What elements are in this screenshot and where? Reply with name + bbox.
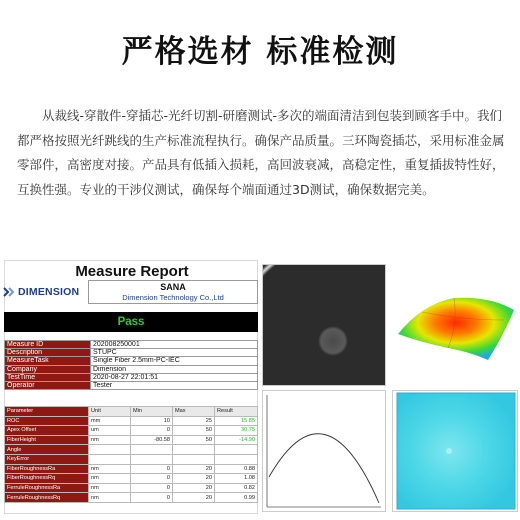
param-min: -80.58 [131,435,173,445]
param-max: 20 [173,493,215,503]
header-max: Max [173,407,215,417]
company-full-name: Dimension Technology Co.,Ltd [122,293,224,302]
param-unit: um [89,426,131,436]
param-min: 0 [131,493,173,503]
parameter-header-row [5,407,258,417]
param-min [131,445,173,455]
interference-fringe-image [262,264,386,386]
param-name: FerruleRoughnessRa [5,483,89,493]
param-result: 30.75 [215,426,258,436]
param-name: FerruleRoughnessRq [5,493,89,503]
param-result: 15.85 [215,416,258,426]
param-name: ROC [5,416,89,426]
logo-text: DIMENSION [18,286,80,298]
param-result: 0.88 [215,464,258,474]
info-row [5,381,258,389]
param-min: 10 [131,416,173,426]
param-min: 0 [131,426,173,436]
parameter-table [4,406,258,503]
param-max: 50 [173,426,215,436]
report-title: Measure Report [75,263,189,280]
param-name: FiberRoughnessRq [5,474,89,484]
header-result: Result [215,407,258,417]
param-result: 0.82 [215,483,258,493]
info-value: 202008250001 [91,341,258,349]
info-key: Measure ID [5,341,91,349]
parameter-row [5,416,258,426]
param-result: -14.90 [215,435,258,445]
info-row [5,357,258,365]
info-key: Description [5,349,91,357]
company-name: SANA [160,282,186,292]
param-name: FiberRoughnessRa [5,464,89,474]
info-key: Operator [5,381,91,389]
param-min [131,454,173,464]
parameter-row [5,435,258,445]
param-unit: nm [89,435,131,445]
page-description: 从裁线-穿散件-穿插芯-光纤切割-研磨测试-多次的端面清洁到包装到顾客手中。我们都严格按照光纤跳线的生产标准流程执行。确保产品质量。三环陶瓷插芯，采用标准金属零部件，高密度对接。产品具有低插入损耗，高回波衰减，高稳定性，重复插拔特性好，互换性强。专业的干涉仪测试，确保每个端面通过3D测试，确保数据完美。 [17,108,505,197]
param-min: 0 [131,474,173,484]
param-name: FiberHeight [5,435,89,445]
param-result: 1.08 [215,474,258,484]
param-unit: nm [89,464,131,474]
param-max: 25 [173,416,215,426]
header-unit: Unit [89,407,131,417]
param-unit: nm [89,474,131,484]
info-row [5,365,258,373]
param-result [215,454,258,464]
param-unit: mm [89,416,131,426]
info-value: 2020-08-27 22:01:51 [91,373,258,381]
info-key: Company [5,365,91,373]
param-max: 20 [173,464,215,474]
parameter-row [5,483,258,493]
param-unit: nm [89,493,131,503]
param-result [215,445,258,455]
parameter-row [5,454,258,464]
param-unit [89,445,131,455]
info-key: MeasureTask [5,357,91,365]
parameter-row [5,464,258,474]
company-box [88,280,258,304]
parameter-row [5,474,258,484]
parameter-row [5,493,258,503]
endface-profile-curve [262,390,386,512]
info-row [5,341,258,349]
endface-height-map [392,390,518,512]
param-max: 20 [173,474,215,484]
3d-endface-surface [392,264,518,386]
header-min: Min [131,407,173,417]
parameter-row [5,426,258,436]
param-unit: nm [89,483,131,493]
parameter-row [5,445,258,455]
3d-surface-graphic [392,264,518,386]
param-unit [89,454,131,464]
measure-info-table [4,340,258,390]
param-name: Angle [5,445,89,455]
param-name: Apex Offset [5,426,89,436]
header-parameter: Parameter [5,407,89,417]
param-max: 20 [173,483,215,493]
fringe-rings-graphic [263,265,386,386]
info-row [5,373,258,381]
dimension-logo [2,282,84,302]
dimension-logo-icon [2,285,16,299]
page-title: 严格选材 标准检测 [121,34,399,70]
heatmap-graphic [393,391,517,511]
param-result: 0.99 [215,493,258,503]
param-max [173,445,215,455]
param-name: KeyError [5,454,89,464]
info-value: Dimension [91,365,258,373]
profile-curve-graphic [263,391,385,511]
info-value: Single Fiber 2.5mm-PC-IEC [91,357,258,365]
param-max [173,454,215,464]
info-value: Tester [91,381,258,389]
param-min: 0 [131,483,173,493]
info-value: STUPC [91,349,258,357]
info-row [5,349,258,357]
pass-status-bar: Pass [4,312,258,332]
param-max: 50 [173,435,215,445]
info-key: TestTime [5,373,91,381]
param-min: 0 [131,464,173,474]
